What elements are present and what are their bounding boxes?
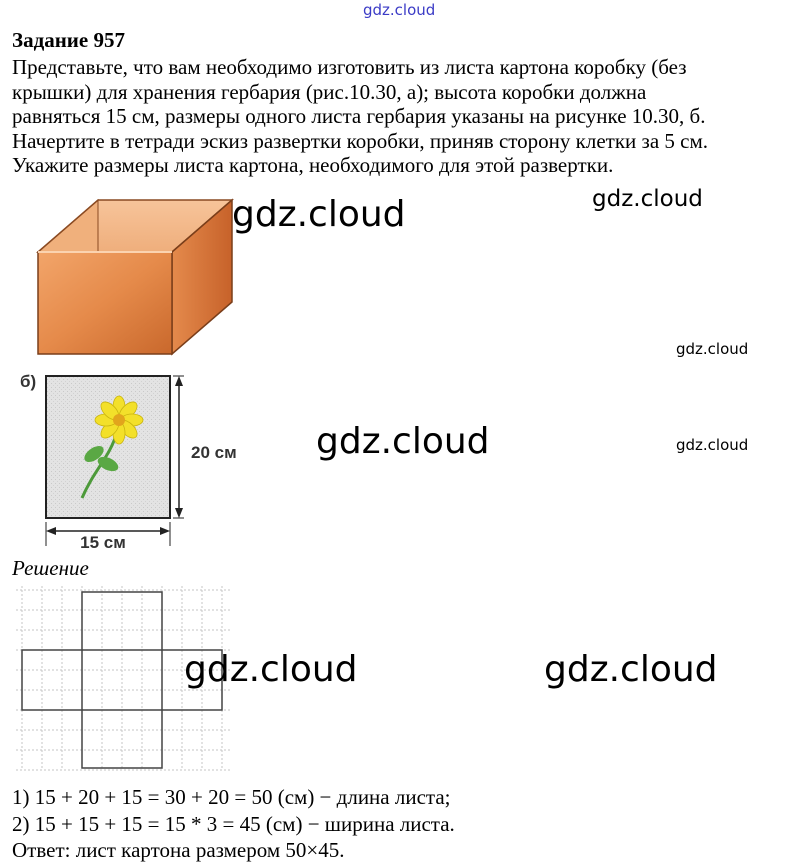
watermark: gdz.cloud xyxy=(544,649,718,690)
watermark: gdz.cloud xyxy=(232,194,406,235)
watermark: gdz.cloud xyxy=(676,436,749,454)
solution-step: 2) 15 + 15 + 15 = 15 * 3 = 45 (см) − ширина листа. xyxy=(12,812,455,836)
watermark: gdz.cloud xyxy=(592,186,703,212)
figure-b-sheet xyxy=(14,362,242,552)
figure-b-label: б) xyxy=(20,372,37,391)
task-line: равняться 15 см, размеры одного листа гербария указаны на рисунке 10.30, б. xyxy=(12,104,706,128)
watermark: gdz.cloud xyxy=(316,421,490,462)
width-label: 15 см xyxy=(80,533,126,552)
solution-heading: Решение xyxy=(12,556,89,580)
task-line: Начертите в тетради эскиз развертки коробки, приняв сторону клетки за 5 см. xyxy=(12,128,709,153)
task-text xyxy=(12,55,801,178)
watermark: gdz.cloud xyxy=(676,340,749,358)
task-line: крышки) для хранения гербария (рис.10.30, а); высота коробки должна xyxy=(12,79,647,104)
task-line: Укажите размеры листа картона, необходимого для этой развертки. xyxy=(12,153,614,177)
height-label: 20 см xyxy=(191,443,237,462)
solution-step: 1) 15 + 20 + 15 = 30 + 20 = 50 (см) − длина листа; xyxy=(12,785,451,809)
task-line: Представьте, что вам необходимо изготовить из листа картона коробку (без xyxy=(12,55,687,79)
watermark-top: gdz.cloud xyxy=(363,1,436,19)
figure-a-box xyxy=(14,190,242,368)
task-title: Задание 957 xyxy=(12,28,125,52)
solution-answer: Ответ: лист картона размером 50×45. xyxy=(12,838,345,862)
watermark: gdz.cloud xyxy=(184,649,358,690)
